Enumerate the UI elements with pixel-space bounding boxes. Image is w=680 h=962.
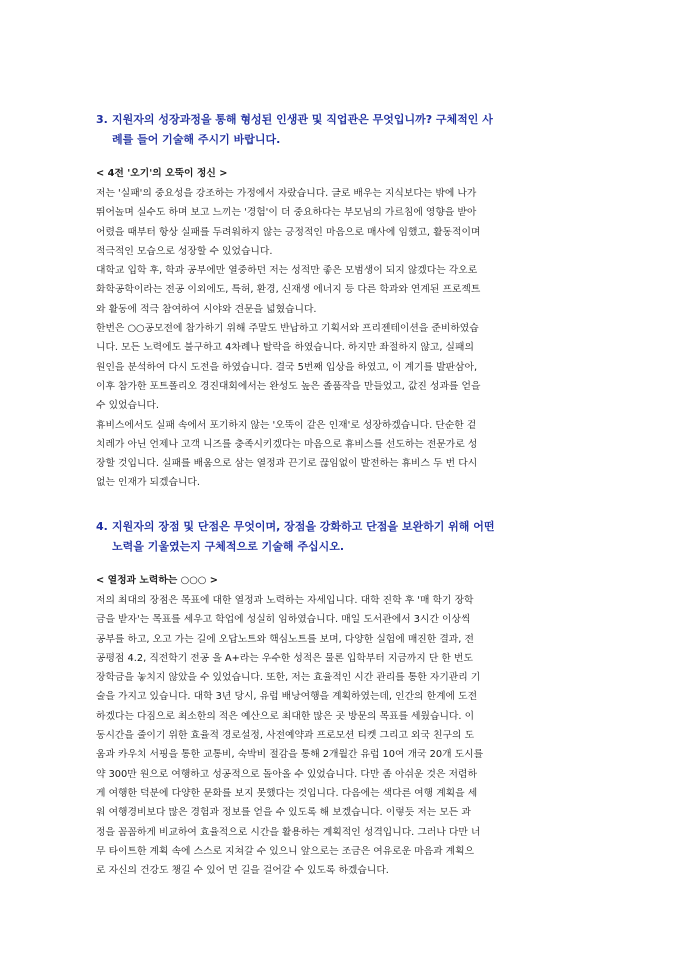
question-text-line: 지원자의 성장과정을 통해 형성된 인생관 및 직업관은 무엇입니까? 구체적인 사	[112, 113, 493, 126]
answer-text-line: 원인을 분석하여 다시 도전을 하였습니다. 결국 5번째 입상을 하였고, 이 계기를 발판삼아,	[96, 361, 478, 373]
question-text-line: 지원자의 장점 및 단점은 무엇이며, 장점을 강화하고 단점을 보완하기 위해 어떤	[112, 520, 495, 533]
question-number: 3.	[96, 113, 108, 126]
answer-3-section	[96, 166, 588, 493]
answer-text-line: 움과 카우치 서핑을 통한 교통비, 숙박비 절감을 통해 2개월간 유럽 10여 개국 20개 도시를	[96, 749, 484, 761]
question-text-line: 례를 들어 기술해 주시기 바랍니다.	[112, 133, 281, 146]
answer-text-line: 적극적인 모습으로 성장할 수 있었습니다.	[96, 245, 273, 257]
answer-text-line: 로 자신의 건강도 챙길 수 있어 먼 길을 걸어갈 수 있도록 하겠습니다.	[96, 865, 389, 877]
answer-text-line: 금을 받자'는 목표를 세우고 학업에 성실히 임하였습니다. 매일 도서관에서 3시간 이상씩	[96, 614, 471, 626]
answer-text-line: 한번은 ○○공모전에 참가하기 위해 주말도 반납하고 기획서와 프리젠테이션을 준비하였습	[96, 323, 479, 335]
question-number: 4.	[96, 520, 108, 533]
answer-text-line: 게 여행한 덕분에 다양한 문화를 보지 못했다는 것입니다. 다음에는 색다른 여행 계획을 세	[96, 787, 478, 799]
answer-text-line: 수 있었습니다.	[96, 400, 160, 412]
answer-text-line: 없는 인재가 되겠습니다.	[96, 477, 200, 489]
answer-text-line: 니다. 모든 노력에도 불구하고 4차례나 탈락을 하였습니다. 하지만 좌절하지 않고, 실패의	[96, 342, 474, 354]
answer-text-line: 공평점 4.2, 직전학기 전공 올 A+라는 우수한 성적은 물론 입학부터 지금까지 단 한 번도	[96, 652, 473, 664]
answer-subtitle: < 열정과 노력하는 ○○○ >	[96, 575, 218, 586]
answer-text-line: 하겠다는 다짐으로 최소한의 적은 예산으로 최대한 많은 곳 방문의 목표를 세웠습니다. 이	[96, 710, 475, 722]
answer-text-line: 워 여행경비보다 많은 경험과 정보를 얻을 수 있도록 해 보겠습니다. 이렇듯 저는 모든 과	[96, 807, 471, 819]
answer-text-line: 공부를 하고, 오고 가는 길에 오답노트와 핵심노트를 보며, 다양한 실험에 매진한 결과, 전	[96, 633, 474, 645]
answer-text-line: 대학교 입학 후, 학과 공부에만 열중하던 저는 성적만 좋은 모범생이 되지 않겠다는 각오로	[96, 265, 478, 277]
answer-text-line: 어렸을 때부터 항상 실패를 두려워하지 않는 긍정적인 마음으로 매사에 임했고, 활동적이며	[96, 226, 481, 238]
answer-text-line: 치레가 아닌 언제나 고객 니즈를 충족시키겠다는 마음으로 휴비스를 선도하는 전문가로 성	[96, 438, 478, 450]
answer-text-line: 무 타이트한 계획 속에 스스로 지쳐갈 수 있으니 앞으로는 조금은 여유로운 마음과 계획으	[96, 845, 475, 857]
answer-4-section	[96, 573, 588, 880]
answer-text-line: 약 300만 원으로 여행하고 성공적으로 돌아올 수 있었습니다. 다만 좀 아쉬운 것은 저렴하	[96, 768, 477, 780]
answer-text-line: 장학금을 놓치지 않았을 수 있었습니다. 또한, 저는 효율적인 시간 관리를 통한 자기관리 기	[96, 672, 481, 684]
answer-text-line: 정을 꼼꼼하게 비교하여 효율적으로 시간을 활용하는 계획적인 성격입니다. 그러나 다만 너	[96, 826, 481, 838]
answer-text-line: 이후 참가한 포트폴리오 경진대회에서는 완성도 높은 졸품작을 만들었고, 값진 성과를 얻을	[96, 380, 481, 392]
answer-text-line: 와 활동에 적극 참여하여 시야와 견문을 넓혔습니다.	[96, 303, 317, 315]
question-text-line: 노력을 기울였는지 구체적으로 기술해 주십시오.	[112, 540, 345, 553]
answer-text-line: 화학공학이라는 전공 이외에도, 특허, 환경, 신재생 에너지 등 다른 학과와 연계된 프로젝트	[96, 284, 481, 296]
answer-text-line: 장할 것입니다. 실패를 배움으로 삼는 열정과 끈기로 끊임없이 발전하는 휴비스 두 번 다시	[96, 458, 478, 470]
answer-text-line: 휴비스에서도 실패 속에서 포기하지 않는 '오뚝이 같은 인재'로 성장하겠습니다. 단순한 겉	[96, 419, 477, 431]
answer-subtitle: < 4전 '오기'의 오뚝이 정신 >	[96, 168, 228, 179]
answer-text-line: 저의 최대의 장점은 목표에 대한 열정과 노력하는 자세입니다. 대학 진학 후 '매 학기 장학	[96, 595, 474, 606]
answer-text-line: 저는 '실패'의 중요성을 강조하는 가정에서 자랐습니다. 글로 배우는 지식보다는 밖에 나가	[96, 188, 477, 199]
answer-text-line: 동시간을 줄이기 위한 효율적 경로설정, 사전예약과 프로모션 티켓 그리고 외국 친구의 도	[96, 730, 475, 742]
answer-text-line: 술을 가지고 있습니다. 대학 3년 당시, 유럽 배낭여행을 계획하였는데, 인간의 한계에 도전	[96, 691, 478, 703]
answer-text-line: 뛰어놀며 실수도 하며 보고 느끼는 '경험'이 더 중요하다는 부모님의 가르침에 영향을 받아	[96, 207, 477, 219]
